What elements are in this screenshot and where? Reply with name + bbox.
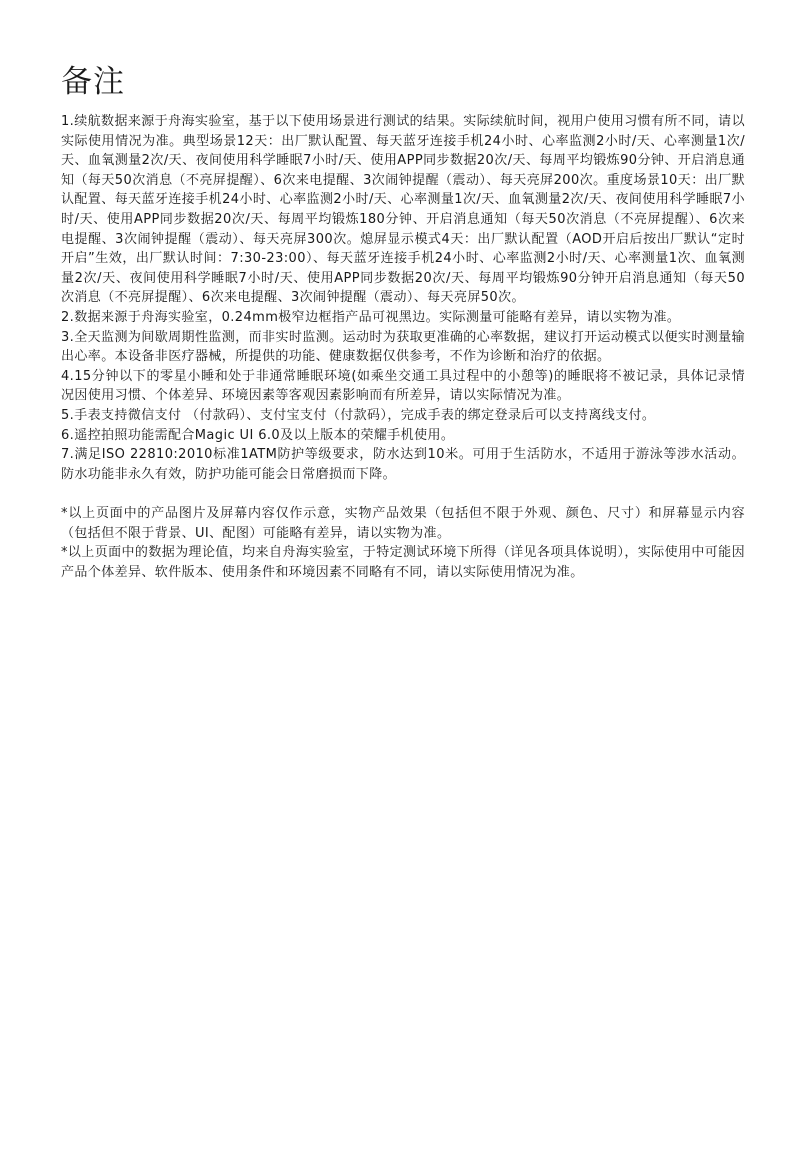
note-item: 1.续航数据来源于舟海实验室，基于以下使用场景进行测试的结果。实际续航时间，视用户使用习惯有所不同，请以实际使用情况为准。典型场景12天：出厂默认配置、每天蓝牙连接手机24小时、心率监测2小时/天、心率测量1次/天、血氧测量2次/天、夜间使用科学睡眠7小时/天、使用APP同步数据20次/天、每周平均锻炼90分钟、开启消息通知（每天50次消息（不亮屏提醒）、6次来电提醒、3次闹钟提醒（震动）、每天亮屏200次。重度场景10天：出厂默认配置、每天蓝牙连接手机24小时、心率监测2小时/天、心率测量1次/天、血氧测量2次/天、夜间使用科学睡眠7小时/天、使用APP同步数据20次/天、每周平均锻炼180分钟、开启消息通知（每天50次消息（不亮屏提醒）、6次来电提醒、3次闹钟提醒（震动）、每天亮屏300次。熄屏显示模式4天：出厂默认配置（AOD开启后按出厂默认“定时开启”生效，出厂默认时间：7:30-23:00）、每天蓝牙连接手机24小时、心率监测2小时/天、心率测量1次、血氧测量2次/天、夜间使用科学睡眠7小时/天、使用APP同步数据20次/天、每周平均锻炼90分钟开启消息通知（每天50次消息（不亮屏提醒）、6次来电提醒、3次闹钟提醒（震动）、每天亮屏50次。 (61, 114, 745, 306)
note-item: 6.遥控拍照功能需配合Magic UI 6.0及以上版本的荣耀手机使用。 (61, 427, 455, 443)
notes-page (61, 62, 745, 583)
page-title: 备注 (61, 64, 125, 100)
note-item: 3.全天监测为间歇周期性监测，而非实时监测。运动时为获取更准确的心率数据，建议打开运动模式以便实时测量输出心率。本设备非医疗器械，所提供的功能、健康数据仅供参考，不作为诊断和治疗的依据。 (61, 329, 745, 365)
note-item: 4.15分钟以下的零星小睡和处于非通常睡眠环境(如乘坐交通工具过程中的小憩等)的睡眠将不被记录，具体记录情况因使用习惯、个体差异、环境因素等客观因素影响而有所差异，请以实际情况为准。 (61, 368, 745, 404)
disclaimer-item: *以上页面中的数据为理论值，均来自舟海实验室，于特定测试环境下所得（详见各项具体说明），实际使用中可能因产品个体差异、软件版本、使用条件和环境因素不同略有不同，请以实际使用情况为准。 (61, 545, 745, 581)
note-item: 5.手表支持微信支付 （付款码）、支付宝支付（付款码），完成手表的绑定登录后可以支持离线支付。 (61, 407, 656, 423)
disclaimer-item: *以上页面中的产品图片及屏幕内容仅作示意，实物产品效果（包括但不限于外观、颜色、尺寸）和屏幕显示内容（包括但不限于背景、UI、配图）可能略有差异，请以实物为准。 (61, 506, 745, 541)
notes-list (61, 112, 745, 583)
note-item: 2.数据来源于舟海实验室，0.24mm极窄边框指产品可视黑边。实际测量可能略有差异，请以实物为准。 (61, 309, 681, 325)
note-item: 7.满足ISO 22810:2010标准1ATM防护等级要求，防水达到10米。可用于生活防水，不适用于游泳等涉水活动。防水功能非永久有效，防护功能可能会日常磨损而下降。 (61, 447, 745, 482)
section-spacer (61, 484, 745, 504)
